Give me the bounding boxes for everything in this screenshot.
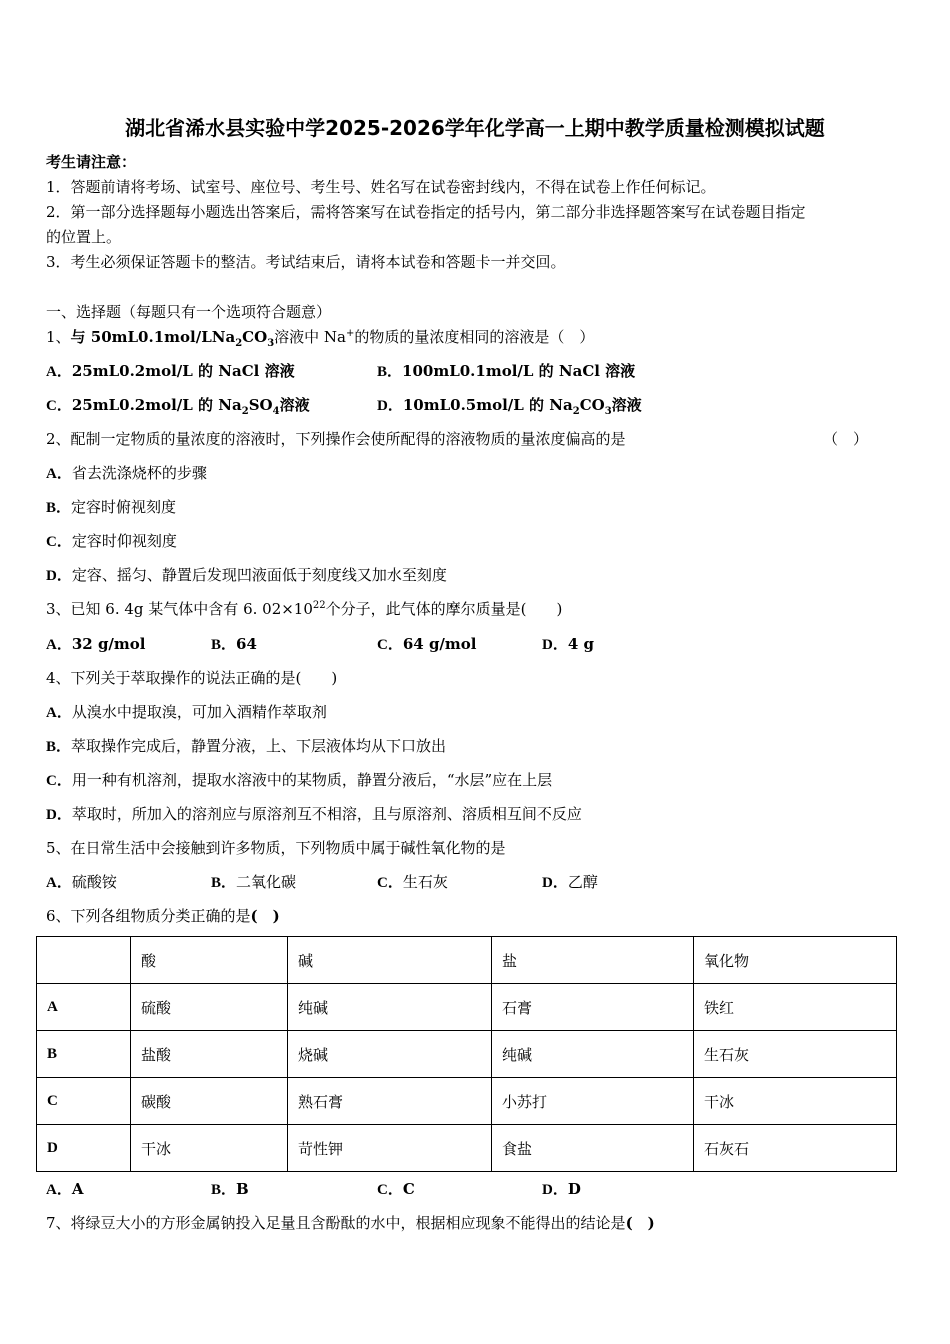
section-heading: 一、选择题（每题只有一个选项符合题意） <box>46 303 332 321</box>
question-3-option-d: D．4 g <box>542 635 594 653</box>
question-number: 1、 <box>46 328 71 346</box>
table-header-cell: 碱 <box>288 937 492 984</box>
question-6-option-c: C．C <box>377 1180 415 1198</box>
table-cell: 苛性钾 <box>288 1125 492 1172</box>
classification-table <box>36 936 897 1172</box>
table-cell: 干冰 <box>131 1125 288 1172</box>
notice-heading: 考生请注意： <box>46 153 137 171</box>
question-3-option-a: A．32 g/mol <box>46 635 146 653</box>
table-header-cell: 酸 <box>131 937 288 984</box>
question-3-option-c: C．64 g/mol <box>377 635 477 653</box>
table-header-cell: 盐 <box>492 937 694 984</box>
question-2-option-a: A．省去洗涤烧杯的步骤 <box>46 464 207 482</box>
table-cell: 石灰石 <box>694 1125 897 1172</box>
question-5-stem: 5、在日常生活中会接触到许多物质，下列物质中属于碱性氧化物的是 <box>46 839 506 857</box>
question-4-option-d: D．萃取时，所加入的溶剂应与原溶剂互不相溶，且与原溶剂、溶质相互间不反应 <box>46 805 582 823</box>
question-1-option-c: C．25mL0.2mol/L 的 $Na_2SO_4$溶液 <box>46 396 310 417</box>
table-cell: 干冰 <box>694 1078 897 1125</box>
table-header-cell: 氧化物 <box>694 937 897 984</box>
table-cell <box>37 937 131 984</box>
notice-item-2-line-2: 的位置上。 <box>46 228 122 246</box>
table-row <box>37 984 897 1031</box>
question-3-option-b: B．64 <box>211 635 257 653</box>
question-6-option-a: A．A <box>46 1180 84 1198</box>
question-4-option-a: A．从溴水中提取溴，可加入酒精作萃取剂 <box>46 703 327 721</box>
question-5-option-d: D．乙醇 <box>542 873 598 891</box>
question-6-option-d: D．D <box>542 1180 581 1198</box>
notice-item-3: 3．考生必须保证答题卡的整洁。考试结束后，请将本试卷和答题卡一并交回。 <box>46 253 566 271</box>
question-1-option-a: A．25mL0.2mol/L 的 NaCl 溶液 <box>46 362 295 380</box>
table-cell: 烧碱 <box>288 1031 492 1078</box>
table-cell: 硫酸 <box>131 984 288 1031</box>
table-cell: 食盐 <box>492 1125 694 1172</box>
question-2-option-d: D．定容、摇匀、静置后发现凹液面低于刻度线又加水至刻度 <box>46 566 447 584</box>
table-cell: 石膏 <box>492 984 694 1031</box>
table-row-label: A <box>37 984 131 1031</box>
table-cell: 盐酸 <box>131 1031 288 1078</box>
question-3-stem: 3、已知 6. 4g 某气体中含有 6. $02\times 10^{22}$个分子，此气体的摩尔质量是( ) <box>46 600 563 618</box>
question-1-option-b: B．100mL0.1mol/L 的 NaCl 溶液 <box>377 362 636 380</box>
table-row-label: C <box>37 1078 131 1125</box>
question-6-option-b: B．B <box>211 1180 249 1198</box>
question-5-option-b: B．二氧化碳 <box>211 873 297 891</box>
table-cell: 纯碱 <box>492 1031 694 1078</box>
table-cell: 铁红 <box>694 984 897 1031</box>
table-row <box>37 1125 897 1172</box>
question-6-stem: 6、下列各组物质分类正确的是( ) <box>46 907 280 925</box>
notice-item-2-line-1: 2．第一部分选择题每小题选出答案后，需将答案写在试卷指定的括号内，第二部分非选择题答案写在试卷题目指定 <box>46 203 806 221</box>
question-4-stem: 4、下列关于萃取操作的说法正确的是( ) <box>46 669 338 687</box>
question-2-stem: 2、配制一定物质的量浓度的溶液时，下列操作会使所配得的溶液物质的量浓度偏高的是 <box>46 430 626 448</box>
table-cell: 熟石膏 <box>288 1078 492 1125</box>
question-2-bracket: （ ） <box>823 430 869 448</box>
question-1-stem: 1、与 $50mL0.1mol/LNa_2CO_3$溶液中 Na+的物质的量浓度相同的溶液是（ ） <box>46 328 595 349</box>
table-cell: 小苏打 <box>492 1078 694 1125</box>
table-row <box>37 1031 897 1078</box>
question-4-option-b: B．萃取操作完成后，静置分液，上、下层液体均从下口放出 <box>46 737 447 755</box>
table-row-label: B <box>37 1031 131 1078</box>
table-row <box>37 1078 897 1125</box>
question-4-option-c: C．用一种有机溶剂，提取水溶液中的某物质，静置分液后，“水层”应在上层 <box>46 771 553 789</box>
notice-item-1: 1．答题前请将考场、试室号、座位号、考生号、姓名写在试卷密封线内，不得在试卷上作任何标记。 <box>46 178 716 196</box>
question-5-option-a: A．硫酸铵 <box>46 873 117 891</box>
question-7-stem: 7、将绿豆大小的方形金属钠投入足量且含酚酞的水中，根据相应现象不能得出的结论是( ) <box>46 1214 655 1232</box>
table-cell: 生石灰 <box>694 1031 897 1078</box>
table-header-row <box>37 937 897 984</box>
question-5-option-c: C．生石灰 <box>377 873 448 891</box>
question-2-option-c: C．定容时仰视刻度 <box>46 532 177 550</box>
exam-title: 湖北省浠水县实验中学2025-2026学年化学高一上期中教学质量检测模拟试题 <box>125 116 825 140</box>
table-cell: 纯碱 <box>288 984 492 1031</box>
question-1-option-d: D．10mL0.5mol/L 的 $Na_2CO_3$溶液 <box>377 396 642 417</box>
table-row-label: D <box>37 1125 131 1172</box>
table-cell: 碳酸 <box>131 1078 288 1125</box>
question-2-option-b: B．定容时俯视刻度 <box>46 498 177 516</box>
